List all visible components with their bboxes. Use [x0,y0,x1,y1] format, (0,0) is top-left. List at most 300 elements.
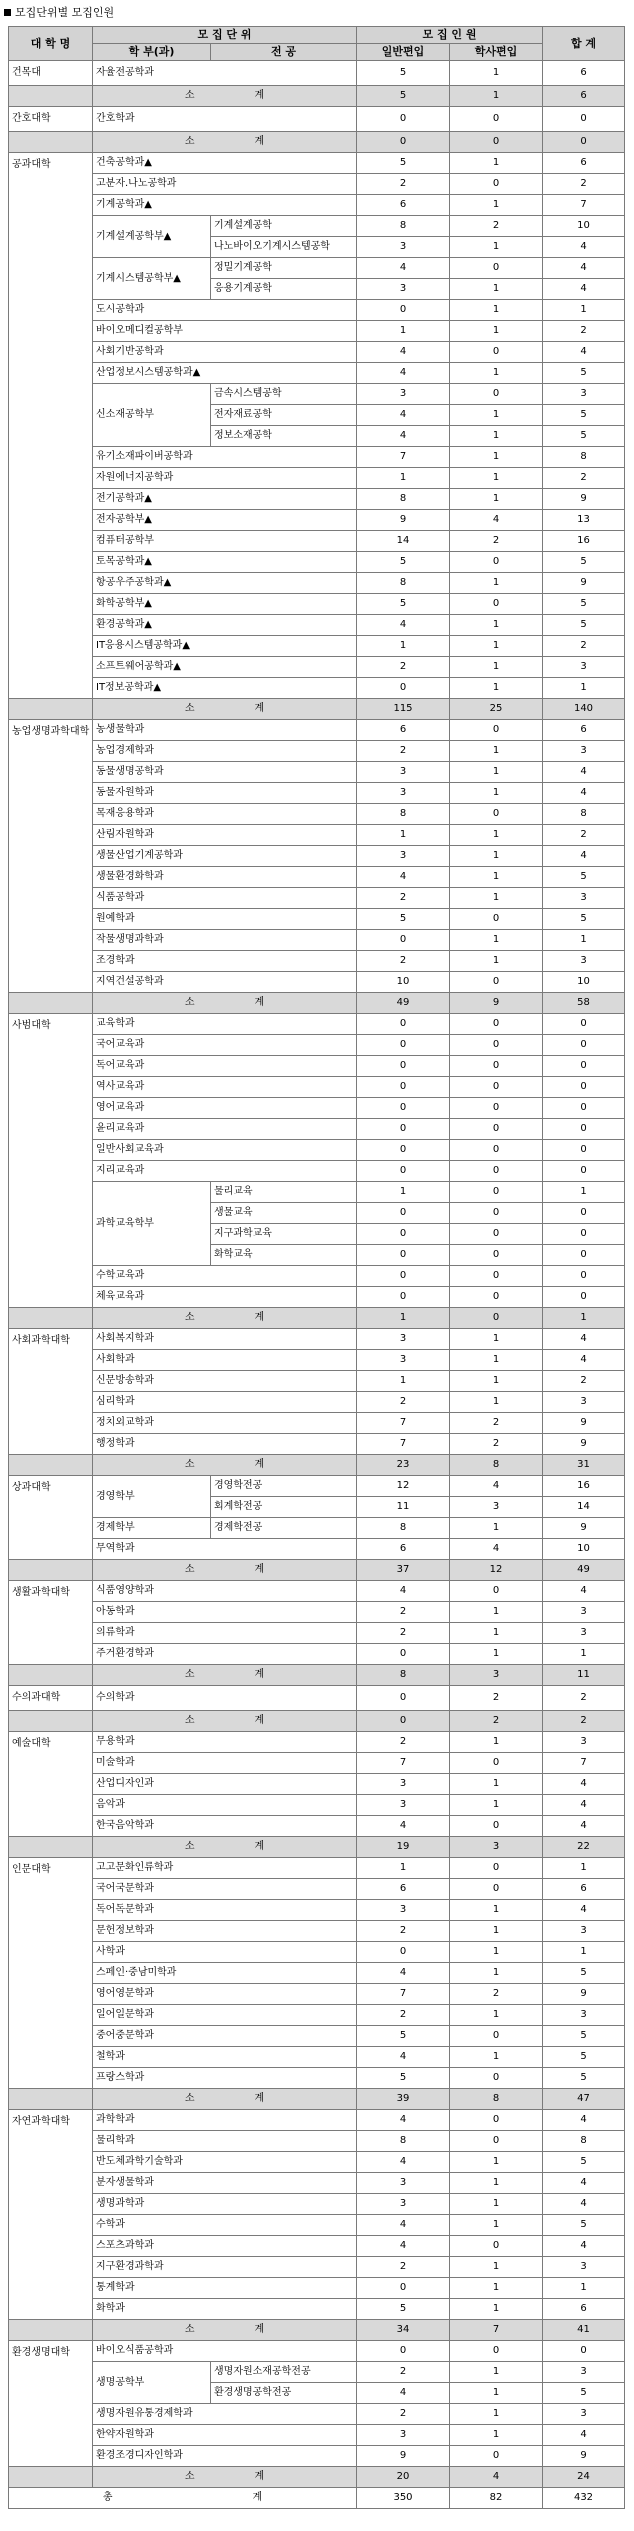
row-total-count: 4 [543,2110,625,2131]
row-total-count: 9 [543,1984,625,2005]
department-name: 철학과 [93,2047,357,2068]
table-row [9,867,625,888]
subtotal-label [93,86,357,107]
department-name: 산업정보시스템공학과▲ [93,363,357,384]
bachelor-transfer-count: 0 [450,2236,543,2257]
row-total-count: 1 [543,930,625,951]
department-name: 간호학과 [93,107,357,132]
department-name: 수의학과 [93,1686,357,1711]
department-name: 도시공학과 [93,300,357,321]
general-transfer-count: 2 [357,2404,450,2425]
table-row [9,2215,625,2236]
subtotal-total: 24 [543,2467,625,2488]
page-title [0,2,634,24]
bachelor-transfer-count: 4 [450,510,543,531]
table-row [9,2173,625,2194]
header-general: 일반편입 [357,44,450,61]
row-total-count: 8 [543,447,625,468]
subtotal-label-part: 계 [254,136,265,147]
row-total-count: 4 [543,1816,625,1837]
bachelor-transfer-count: 1 [450,2173,543,2194]
general-transfer-count: 4 [357,2047,450,2068]
department-name: 작물생명과학과 [93,930,357,951]
subtotal-general: 23 [357,1455,450,1476]
header-unit: 모 집 단 위 [93,27,357,44]
bachelor-transfer-count: 0 [450,1161,543,1182]
bachelor-transfer-count: 1 [450,363,543,384]
subtotal-general: 8 [357,1665,450,1686]
table-row [9,489,625,510]
general-transfer-count: 0 [357,1077,450,1098]
row-total-count: 4 [543,1329,625,1350]
bachelor-transfer-count: 1 [450,867,543,888]
bachelor-transfer-count: 1 [450,1329,543,1350]
general-transfer-count: 5 [357,2068,450,2089]
table-row [9,2299,625,2320]
table-row [9,1963,625,1984]
subtotal-label [93,2089,357,2110]
general-transfer-count: 5 [357,2026,450,2047]
subtotal-total: 11 [543,1665,625,1686]
table-row [9,1921,625,1942]
subtotal-general: 49 [357,993,450,1014]
department-name: 음악과 [93,1795,357,1816]
department-name: 문헌정보학과 [93,1921,357,1942]
subtotal-spacer [9,86,93,107]
subtotal-total: 41 [543,2320,625,2341]
table-row [9,1753,625,1774]
subtotal-general: 5 [357,86,450,107]
department-name: 생물환경화학과 [93,867,357,888]
general-transfer-count: 8 [357,573,450,594]
bachelor-transfer-count: 1 [450,2362,543,2383]
table-row [9,2446,625,2467]
bachelor-transfer-count: 0 [450,909,543,930]
subtotal-spacer [9,2320,93,2341]
bachelor-transfer-count: 0 [450,1014,543,1035]
row-total-count: 0 [543,1035,625,1056]
row-total-count: 0 [543,1056,625,1077]
department-name: 바이오메디컬공학부 [93,321,357,342]
table-row [9,258,625,279]
department-name: 중어중문학과 [93,2026,357,2047]
department-name: 컴퓨터공학부 [93,531,357,552]
subtotal-spacer [9,1560,93,1581]
major-name: 기계설계공학 [211,216,357,237]
table-row [9,1371,625,1392]
table-row [9,804,625,825]
bachelor-transfer-count: 1 [450,1602,543,1623]
department-name: 기계공학과▲ [93,195,357,216]
department-name: 소프트웨어공학과▲ [93,657,357,678]
major-name: 지구과학교육 [211,1224,357,1245]
department-name: 분자생물학과 [93,2173,357,2194]
general-transfer-count: 0 [357,1245,450,1266]
bachelor-transfer-count: 0 [450,258,543,279]
bachelor-transfer-count: 1 [450,951,543,972]
table-row [9,1266,625,1287]
general-transfer-count: 0 [357,930,450,951]
table-row [9,1392,625,1413]
general-transfer-count: 5 [357,2299,450,2320]
row-total-count: 2 [543,321,625,342]
table-row [9,2005,625,2026]
general-transfer-count: 4 [357,615,450,636]
row-total-count: 14 [543,1497,625,1518]
row-total-count: 10 [543,1539,625,1560]
general-transfer-count: 3 [357,2194,450,2215]
row-total-count: 5 [543,363,625,384]
general-transfer-count: 3 [357,846,450,867]
bachelor-transfer-count: 1 [450,468,543,489]
table-row [9,615,625,636]
bachelor-transfer-count: 1 [450,195,543,216]
bachelor-transfer-count: 0 [450,1203,543,1224]
department-name: 일어일문학과 [93,2005,357,2026]
bachelor-transfer-count: 0 [450,1140,543,1161]
row-total-count: 4 [543,2194,625,2215]
table-row [9,951,625,972]
row-total-count: 1 [543,1942,625,1963]
general-transfer-count: 2 [357,1921,450,1942]
general-transfer-count: 0 [357,107,450,132]
bachelor-transfer-count: 1 [450,615,543,636]
department-name: 행정학과 [93,1434,357,1455]
department-name: 주거환경학과 [93,1644,357,1665]
department-name: 동물자원학과 [93,783,357,804]
general-transfer-count: 4 [357,426,450,447]
bachelor-transfer-count: 0 [450,2131,543,2152]
table-row [9,2341,625,2362]
subtotal-bachelor: 12 [450,1560,543,1581]
major-name: 회계학전공 [211,1497,357,1518]
bachelor-transfer-count: 0 [450,1119,543,1140]
subtotal-bachelor: 7 [450,2320,543,2341]
bachelor-transfer-count: 0 [450,1879,543,1900]
department-name: 정치외교학과 [93,1413,357,1434]
subtotal-total: 1 [543,1308,625,1329]
row-total-count: 2 [543,468,625,489]
subtotal-label [93,132,357,153]
college-name: 사회과학대학 [9,1329,93,1455]
subtotal-label-part: 계 [254,1459,265,1470]
general-transfer-count: 2 [357,1392,450,1413]
subtotal-general: 20 [357,2467,450,2488]
bachelor-transfer-count: 0 [450,972,543,993]
row-total-count: 0 [543,1140,625,1161]
general-transfer-count: 7 [357,1984,450,2005]
general-transfer-count: 12 [357,1476,450,1497]
college-name: 예술대학 [9,1732,93,1837]
bachelor-transfer-count: 0 [450,1035,543,1056]
row-total-count: 6 [543,61,625,86]
subtotal-label-part: 소 [184,136,195,147]
general-transfer-count: 3 [357,762,450,783]
general-transfer-count: 11 [357,1497,450,1518]
subtotal-label-part: 계 [254,703,265,714]
general-transfer-count: 8 [357,216,450,237]
subtotal-general: 19 [357,1837,450,1858]
row-total-count: 13 [543,510,625,531]
grand-total-row [9,2488,625,2509]
subtotal-label-part: 소 [184,1669,195,1680]
grand-total-total: 432 [543,2488,625,2509]
subtotal-bachelor: 8 [450,1455,543,1476]
row-total-count: 4 [543,783,625,804]
department-name: 체육교육과 [93,1287,357,1308]
bachelor-transfer-count: 1 [450,237,543,258]
subtotal-total: 140 [543,699,625,720]
bachelor-transfer-count: 2 [450,1686,543,1711]
subtotal-row [9,1665,625,1686]
subtotal-bachelor: 0 [450,132,543,153]
general-transfer-count: 0 [357,1224,450,1245]
subtotal-label [93,699,357,720]
subtotal-bachelor: 3 [450,1837,543,1858]
row-total-count: 0 [543,1098,625,1119]
department-name: 화학과 [93,2299,357,2320]
table-row [9,2404,625,2425]
general-transfer-count: 5 [357,594,450,615]
row-total-count: 7 [543,1753,625,1774]
table-row [9,720,625,741]
bachelor-transfer-count: 1 [450,2005,543,2026]
table-row [9,1795,625,1816]
general-transfer-count: 0 [357,1098,450,1119]
department-name: 산업디자인과 [93,1774,357,1795]
general-transfer-count: 5 [357,153,450,174]
row-total-count: 0 [543,107,625,132]
table-row [9,107,625,132]
row-total-count: 4 [543,1900,625,1921]
row-total-count: 0 [543,1245,625,1266]
row-total-count: 5 [543,426,625,447]
table-row [9,825,625,846]
department-name: 전기공학과▲ [93,489,357,510]
table-row [9,552,625,573]
header-dept: 학 부(과) [93,44,211,61]
bachelor-transfer-count: 0 [450,720,543,741]
department-name: 한국음악학과 [93,1816,357,1837]
bachelor-transfer-count: 1 [450,2215,543,2236]
general-transfer-count: 3 [357,2173,450,2194]
bachelor-transfer-count: 0 [450,174,543,195]
general-transfer-count: 2 [357,657,450,678]
general-transfer-count: 0 [357,1014,450,1035]
subtotal-label-part: 계 [254,1669,265,1680]
general-transfer-count: 6 [357,1879,450,1900]
general-transfer-count: 2 [357,2362,450,2383]
department-name: 동물생명공학과 [93,762,357,783]
table-row [9,1119,625,1140]
row-total-count: 9 [543,1518,625,1539]
table-row [9,510,625,531]
row-total-count: 9 [543,489,625,510]
general-transfer-count: 0 [357,1035,450,1056]
general-transfer-count: 0 [357,1140,450,1161]
subtotal-label [93,1560,357,1581]
subtotal-total: 6 [543,86,625,107]
table-row [9,1014,625,1035]
subtotal-general: 39 [357,2089,450,2110]
general-transfer-count: 14 [357,531,450,552]
general-transfer-count: 7 [357,1434,450,1455]
subtotal-spacer [9,1308,93,1329]
bachelor-transfer-count: 2 [450,216,543,237]
general-transfer-count: 2 [357,2257,450,2278]
recruitment-table [8,26,625,2509]
bachelor-transfer-count: 1 [450,153,543,174]
table-row [9,1879,625,1900]
subtotal-total: 47 [543,2089,625,2110]
general-transfer-count: 3 [357,1900,450,1921]
bachelor-transfer-count: 1 [450,1623,543,1644]
table-row [9,1518,625,1539]
subtotal-label-part: 소 [184,1312,195,1323]
square-bullet-icon [4,9,11,16]
department-name: 프랑스학과 [93,2068,357,2089]
row-total-count: 0 [543,1119,625,1140]
department-name: 토목공학과▲ [93,552,357,573]
bachelor-transfer-count: 1 [450,2278,543,2299]
subtotal-label [93,2467,357,2488]
college-name: 공과대학 [9,153,93,699]
subtotal-row [9,993,625,1014]
general-transfer-count: 8 [357,489,450,510]
row-total-count: 1 [543,300,625,321]
bachelor-transfer-count: 1 [450,846,543,867]
bachelor-transfer-count: 1 [450,1392,543,1413]
subtotal-row [9,86,625,107]
bachelor-transfer-count: 1 [450,321,543,342]
bachelor-transfer-count: 1 [450,447,543,468]
general-transfer-count: 0 [357,1203,450,1224]
bachelor-transfer-count: 0 [450,2341,543,2362]
subtotal-row [9,1837,625,1858]
department-name: 스페인·중남미학과 [93,1963,357,1984]
table-row [9,2047,625,2068]
table-row [9,1413,625,1434]
general-transfer-count: 4 [357,2236,450,2257]
subtotal-label-part: 소 [184,1459,195,1470]
department-name: 물리학과 [93,2131,357,2152]
department-name: 지역건설공학과 [93,972,357,993]
subtotal-label-part: 소 [184,90,195,101]
general-transfer-count: 4 [357,2383,450,2404]
college-name: 생활과학대학 [9,1581,93,1665]
row-total-count: 1 [543,678,625,699]
table-row [9,678,625,699]
general-transfer-count: 4 [357,1581,450,1602]
college-name: 사범대학 [9,1014,93,1308]
row-total-count: 5 [543,552,625,573]
general-transfer-count: 0 [357,1686,450,1711]
table-row [9,783,625,804]
subtotal-row [9,1455,625,1476]
bachelor-transfer-count: 1 [450,1921,543,1942]
subtotal-row [9,699,625,720]
college-name: 간호대학 [9,107,93,132]
row-total-count: 1 [543,1182,625,1203]
subtotal-general: 0 [357,1711,450,1732]
subtotal-label [93,993,357,1014]
row-total-count: 2 [543,174,625,195]
row-total-count: 0 [543,1077,625,1098]
general-transfer-count: 9 [357,2446,450,2467]
subtotal-total: 58 [543,993,625,1014]
general-transfer-count: 1 [357,1371,450,1392]
major-name: 정보소재공학 [211,426,357,447]
table-row [9,1581,625,1602]
general-transfer-count: 3 [357,1350,450,1371]
bachelor-transfer-count: 1 [450,426,543,447]
subtotal-general: 34 [357,2320,450,2341]
table-row [9,1329,625,1350]
table-row [9,1602,625,1623]
grand-total-bachelor: 82 [450,2488,543,2509]
header-total: 합 계 [543,27,625,61]
department-name: 미술학과 [93,1753,357,1774]
subtotal-bachelor: 9 [450,993,543,1014]
department-name: 농업경제학과 [93,741,357,762]
row-total-count: 3 [543,1921,625,1942]
row-total-count: 8 [543,804,625,825]
subtotal-total: 0 [543,132,625,153]
row-total-count: 5 [543,2068,625,2089]
row-total-count: 6 [543,720,625,741]
general-transfer-count: 8 [357,1518,450,1539]
row-total-count: 1 [543,2278,625,2299]
table-row [9,468,625,489]
bachelor-transfer-count: 2 [450,531,543,552]
department-name: 과학교육학부 [93,1182,211,1266]
subtotal-spacer [9,1711,93,1732]
grand-total-label [9,2488,357,2509]
subtotal-spacer [9,132,93,153]
row-total-count: 8 [543,2131,625,2152]
general-transfer-count: 2 [357,174,450,195]
general-transfer-count: 0 [357,2278,450,2299]
major-name: 경영학전공 [211,1476,357,1497]
department-name: 수학과 [93,2215,357,2236]
bachelor-transfer-count: 1 [450,783,543,804]
subtotal-row [9,2320,625,2341]
header-bachelor: 학사편입 [450,44,543,61]
department-name: 원예학과 [93,909,357,930]
table-row [9,1056,625,1077]
department-name: 경영학부 [93,1476,211,1518]
row-total-count: 3 [543,1602,625,1623]
row-total-count: 3 [543,2005,625,2026]
subtotal-label-part: 소 [184,1841,195,1852]
general-transfer-count: 0 [357,1266,450,1287]
subtotal-bachelor: 0 [450,1308,543,1329]
general-transfer-count: 4 [357,1816,450,1837]
subtotal-label [93,2320,357,2341]
table-row [9,636,625,657]
general-transfer-count: 4 [357,2110,450,2131]
table-row [9,1858,625,1879]
college-name: 상과대학 [9,1476,93,1560]
bachelor-transfer-count: 1 [450,1350,543,1371]
row-total-count: 9 [543,1434,625,1455]
general-transfer-count: 4 [357,2215,450,2236]
department-name: 아동학과 [93,1602,357,1623]
general-transfer-count: 1 [357,636,450,657]
general-transfer-count: 0 [357,1119,450,1140]
major-name: 생물교육 [211,1203,357,1224]
subtotal-label-part: 계 [254,1715,265,1726]
